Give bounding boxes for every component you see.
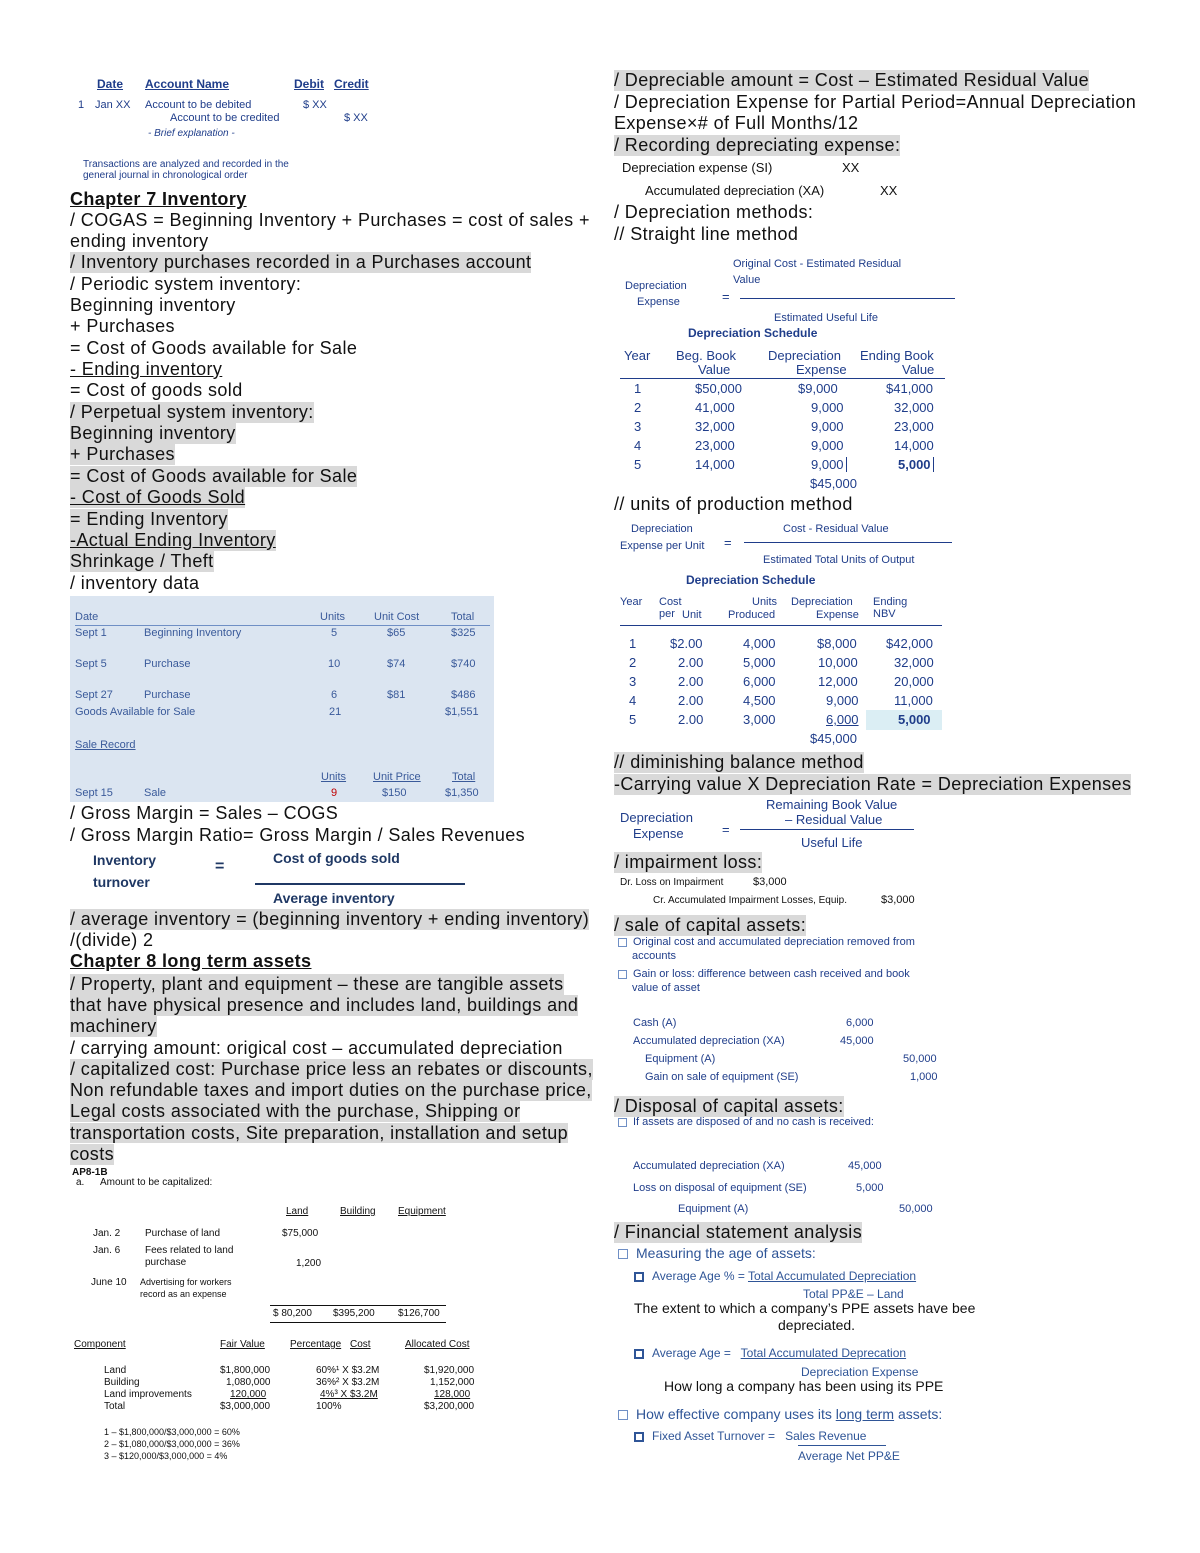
ap8-r3-desc2: record as an expense: [140, 1289, 227, 1299]
up-th-nbv: Ending NBV: [873, 596, 908, 620]
journal-explanation: - Brief explanation -: [148, 128, 235, 139]
ap8-r2-desc2: purchase: [145, 1257, 187, 1268]
sl-r2-beg: 41,000: [695, 400, 735, 415]
up-th-cost-2: Unit: [682, 609, 702, 621]
sl-denominator: Estimated Useful Life: [774, 312, 878, 324]
up-r3-units: 6,000: [743, 674, 776, 689]
purchases-account-note: / Inventory purchases recorded in a Purchases account: [70, 252, 532, 272]
journal-debit-account: Account to be debited: [145, 99, 252, 111]
depreciable-amount: / Depreciable amount = Cost – Estimated Residual Value: [614, 70, 1090, 90]
sl-r1-beg: $50,000: [695, 381, 742, 396]
up-r5-cost: 2.00: [678, 712, 704, 727]
eff-c: assets:: [894, 1406, 943, 1422]
je-dep-expense-val: XX: [842, 160, 860, 175]
sl-th-dep-2: Expense: [796, 362, 847, 377]
sl-th-dep-1: Depreciation: [768, 348, 841, 363]
up-r4-nbv: 11,000: [894, 693, 933, 708]
partial-period-1: / Depreciation Expense for Partial Period=Annual Depreciation: [614, 92, 1137, 112]
ap8-comp-2-pct: 36%² X $3.2M: [316, 1377, 380, 1388]
up-r1-cost: $2.00: [670, 636, 703, 651]
up-header-rule: [620, 625, 942, 626]
inv-row-2-total: $740: [451, 658, 476, 670]
ap8-r1-desc: Purchase of land: [145, 1228, 221, 1239]
turnover-equals: =: [215, 858, 225, 875]
up-numerator: Cost - Residual Value: [783, 523, 889, 535]
sl-r1-dep: $9,000: [798, 381, 838, 396]
ap8-comp-2-fv: 1,080,000: [226, 1377, 271, 1388]
inv-sale-record: Sale Record: [75, 739, 136, 751]
inv-header-units: Units: [320, 611, 346, 623]
ap8-ref: AP8-1B: [72, 1167, 108, 1178]
up-th-dep-1: Depreciation: [791, 596, 853, 608]
db-num-1: Remaining Book Value: [766, 797, 898, 812]
sale-je-4-acct: Gain on sale of equipment (SE): [645, 1071, 799, 1083]
journal-note-2: general journal in chronological order: [83, 170, 248, 181]
up-label-2: Expense per Unit: [620, 540, 705, 552]
inv-gafs-units: 21: [329, 706, 342, 718]
ap8-1b-section: [70, 1165, 490, 1475]
capitalized-cost-1: / capitalized cost: Purchase price less an rebates or discounts,: [70, 1059, 593, 1079]
je-dep-expense: Depreciation expense (SI): [622, 160, 773, 175]
ap8-note-2: 2 – $1,080,000/$3,000,000 = 36%: [104, 1439, 240, 1449]
journal-header-account: Account Name: [145, 77, 230, 91]
journal-date: Jan XX: [95, 99, 131, 111]
disp-je-3-cr: 50,000: [899, 1203, 933, 1215]
up-r5-dep: 6,000: [826, 712, 859, 727]
ap8-comp-header-fairvalue: Fair Value: [220, 1339, 265, 1350]
ap8-comp-3-cost: 128,000: [434, 1389, 471, 1400]
up-r5-nbv: 5,000: [898, 712, 931, 727]
db-fraction-bar: [740, 829, 914, 830]
inv-row-1-total: $325: [451, 627, 476, 639]
sl-r5-beg: 14,000: [695, 457, 735, 472]
up-fraction-bar: [744, 542, 952, 543]
up-r4-dep: 9,000: [826, 693, 859, 708]
up-schedule-title: Depreciation Schedule: [686, 573, 816, 587]
disp-je-1-acct: Accumulated depreciation (XA): [633, 1160, 785, 1172]
sl-r4-end: 14,000: [894, 438, 934, 453]
up-total: $45,000: [810, 731, 857, 746]
square-bullet-icon: [618, 1249, 628, 1259]
impairment-cr: Cr. Accumulated Impairment Losses, Equip.: [653, 895, 847, 906]
sl-fraction-bar: [740, 298, 955, 299]
sl-r5-end: 5,000: [898, 457, 934, 472]
periodic-title: / Periodic system inventory:: [70, 274, 302, 294]
up-r1-nbv: $42,000: [886, 636, 933, 651]
disposal-bullet-text: If assets are disposed of and no cash is received:: [633, 1116, 874, 1128]
chapter-7-title: Chapter 7 Inventory: [70, 189, 247, 209]
ap8-col-land: Land: [286, 1206, 309, 1217]
ap8-total-land: $ 80,200: [273, 1308, 312, 1319]
square-bullet-icon: [618, 938, 627, 947]
ap8-col-equipment: Equipment: [398, 1206, 446, 1217]
cogas-formula-2: ending inventory: [70, 231, 209, 251]
journal-header-date: Date: [97, 77, 124, 91]
turnover-fraction-bar: [255, 883, 465, 885]
ap8-total-equipment: $126,700: [398, 1308, 440, 1319]
ap8-comp-1-pct: 60%¹ X $3.2M: [316, 1365, 380, 1376]
up-r2-nbv: 32,000: [894, 655, 934, 670]
recording-depreciation: / Recording depreciating expense:: [614, 135, 901, 155]
sl-r2-end: 32,000: [894, 400, 934, 415]
capitalized-cost-2: Non refundable taxes and import duties on the purchase price,: [70, 1080, 592, 1100]
sl-schedule-title: Depreciation Schedule: [688, 326, 818, 340]
sl-label-1: Depreciation: [625, 280, 687, 292]
sl-r5-year: 5: [634, 457, 642, 472]
disposal-bullet: [618, 1116, 874, 1128]
capitalized-cost-5: costs: [70, 1144, 115, 1164]
ppe-line-3: machinery: [70, 1016, 157, 1036]
inv-sale-date: Sept 15: [75, 787, 113, 799]
straight-line-title: // Straight line method: [614, 224, 799, 244]
gross-margin-ratio-formula: / Gross Margin Ratio= Gross Margin / Sales Revenues: [70, 825, 526, 845]
perpetual-line-3: = Cost of Goods available for Sale: [70, 466, 358, 486]
depreciation-methods: / Depreciation methods:: [614, 202, 814, 222]
inv-row-2-desc: Purchase: [144, 658, 191, 670]
ap8-total-building: $395,200: [333, 1308, 375, 1319]
ap8-comp-4-pct: 100%: [316, 1401, 342, 1412]
age-heading: [618, 1245, 816, 1261]
impairment-title: / impairment loss:: [614, 852, 763, 872]
ap8-comp-3-pct: 4%³ X $3.2M: [320, 1389, 378, 1400]
capitalized-cost-4: [70, 1123, 568, 1144]
sl-r3-end: 23,000: [894, 419, 934, 434]
inv-sale-units: 9: [331, 787, 338, 799]
ap8-r3-desc1: Advertising for workers: [140, 1277, 232, 1287]
capitalized-cost-4b: costs, Site preparation, installation and setup: [185, 1123, 569, 1143]
ap8-r2-desc1: Fees related to land: [145, 1245, 234, 1256]
ap8-comp-2-cost: 1,152,000: [430, 1377, 475, 1388]
up-r2-dep: 10,000: [818, 655, 858, 670]
periodic-line-5: = Cost of goods sold: [70, 380, 243, 400]
ap8-comp-1-cost: $1,920,000: [424, 1365, 475, 1376]
eff-b: long term: [835, 1406, 895, 1422]
periodic-line-2: + Purchases: [70, 316, 175, 336]
turnover-numerator: Cost of goods sold: [273, 850, 400, 866]
up-r2-year: 2: [629, 655, 637, 670]
inv-header-unitcost: Unit Cost: [374, 611, 420, 623]
sl-total: $45,000: [810, 476, 857, 491]
up-r4-units: 4,500: [743, 693, 776, 708]
inv-sale-header-units: Units: [321, 771, 347, 783]
db-label-1: Depreciation: [620, 810, 693, 825]
square-bullet-icon: [618, 1118, 627, 1127]
sale-bullet-2: [618, 967, 910, 995]
sl-label-2: Expense: [637, 296, 680, 308]
sl-r1-end: $41,000: [886, 381, 933, 396]
sl-r4-beg: 23,000: [695, 438, 735, 453]
up-r3-year: 3: [629, 674, 637, 689]
ap8-r2-val: 1,200: [296, 1258, 322, 1269]
sale-je-2-acct: Accumulated depreciation (XA): [633, 1035, 785, 1047]
up-r1-units: 4,000: [743, 636, 776, 651]
ap8-comp-header-percentage: Percentage: [290, 1339, 342, 1350]
ap8-note-1: 1 – $1,800,000/$3,000,000 = 60%: [104, 1427, 240, 1437]
sale-bullet-2a: Gain or loss: difference between cash received and book: [633, 968, 910, 980]
disp-je-2-acct: Loss on disposal of equipment (SE): [633, 1182, 807, 1194]
db-denominator: Useful Life: [801, 835, 863, 850]
aa1-denominator: Total PP&E – Land: [803, 1287, 904, 1301]
inv-row-3-desc: Purchase: [144, 689, 191, 701]
impairment-cr-val: $3,000: [881, 894, 915, 906]
ap8-totals-bottom-rule: [270, 1322, 446, 1323]
ap8-a-text: Amount to be capitalized:: [100, 1177, 213, 1188]
disp-je-2-dr: 5,000: [856, 1182, 884, 1194]
fixed-asset-turnover: [634, 1429, 866, 1443]
inv-row-3-cost: $81: [387, 689, 406, 701]
ap8-comp-3-name: Land improvements: [104, 1389, 192, 1400]
sale-je-3-acct: Equipment (A): [645, 1053, 716, 1065]
perpetual-line-1: Beginning inventory: [70, 423, 236, 443]
average-age-pct: [634, 1269, 916, 1283]
ap8-comp-header-cost: Cost: [350, 1339, 371, 1350]
sl-r3-year: 3: [634, 419, 642, 434]
sl-num-2: Value: [733, 274, 761, 286]
je-accum-dep-val: XX: [880, 183, 898, 198]
aa2-note: How long a company has been using its PPE: [664, 1378, 944, 1394]
square-bullet-icon: [634, 1432, 644, 1442]
units-of-production-title: // units of production method: [614, 494, 853, 514]
perpetual-title: / Perpetual system inventory:: [70, 402, 314, 422]
capitalized-cost-3: Legal costs associated with the purchase, Shipping or: [70, 1101, 521, 1121]
journal-note-1: Transactions are analyzed and recorded in the: [83, 159, 289, 170]
sale-bullet-2b: value of asset: [632, 982, 700, 994]
inv-sale-header-total: Total: [452, 771, 476, 783]
inventory-data-title: / inventory data: [70, 573, 200, 593]
sl-equals: =: [722, 289, 730, 304]
sl-r1-year: 1: [634, 381, 642, 396]
aa2-numerator: Total Accumulated Deprecation: [740, 1346, 907, 1360]
ap8-comp-1-fv: $1,800,000: [220, 1365, 271, 1376]
perpetual-line-6: -Actual Ending Inventory: [70, 530, 276, 550]
sl-th-beg-1: Beg. Book: [676, 348, 736, 363]
sl-th-end-1: Ending Book: [860, 348, 934, 363]
ap8-r1-val: $75,000: [282, 1228, 319, 1239]
journal-credit-account: Account to be credited: [170, 112, 280, 124]
up-r3-cost: 2.00: [678, 674, 704, 689]
sale-je-1-dr: 6,000: [846, 1017, 874, 1029]
inv-row-1-date: Sept 1: [75, 627, 107, 639]
sl-th-end-2: Value: [902, 362, 935, 377]
inv-row-2-cost: $74: [387, 658, 406, 670]
turnover-denominator: Average inventory: [273, 890, 395, 906]
aa2-label: Average Age =: [652, 1346, 731, 1360]
inv-gafs-total: $1,551: [445, 706, 479, 718]
sl-r5-dep: 9,000: [811, 457, 847, 472]
eff-a: How effective company uses its: [636, 1406, 836, 1422]
up-equals: =: [724, 535, 732, 550]
ap8-r1-date: Jan. 2: [93, 1228, 121, 1239]
inv-row-2-units: 10: [328, 658, 341, 670]
aa1-label: Average Age % =: [652, 1269, 745, 1283]
inv-sale-price: $150: [382, 787, 407, 799]
perpetual-line-7: Shrinkage / Theft: [70, 551, 214, 571]
up-th-units-1: Units: [752, 596, 778, 608]
average-inventory-2: /(divide) 2: [70, 930, 154, 950]
sale-bullet-1: [618, 935, 915, 963]
sl-num-1: Original Cost - Estimated Residual: [733, 258, 902, 270]
sale-bullet-1b: accounts: [632, 950, 677, 962]
inventory-data-table: [70, 596, 494, 802]
journal-header-credit: Credit: [334, 77, 369, 91]
fsa-title: / Financial statement analysis: [614, 1222, 863, 1242]
capitalized-cost-4a: transportation: [70, 1123, 186, 1143]
turnover-label-1: Inventory: [93, 852, 157, 868]
average-inventory-1: / average inventory = (beginning inventory + ending inventory): [70, 909, 590, 929]
ap8-comp-header-component: Component: [74, 1339, 126, 1350]
periodic-line-1: Beginning inventory: [70, 295, 236, 315]
up-r3-nbv: 20,000: [894, 674, 934, 689]
sl-r3-beg: 32,000: [695, 419, 735, 434]
ap8-col-building: Building: [340, 1206, 376, 1217]
sale-of-capital-assets-title: / sale of capital assets:: [614, 915, 807, 935]
aa1-numerator: Total Accumulated Depreciation: [747, 1269, 917, 1283]
up-label-1: Depreciation: [631, 523, 693, 535]
fat-fraction-bar: [798, 1445, 886, 1446]
up-r1-year: 1: [629, 636, 637, 651]
ppe-line-2: that have physical presence and includes land, buildings and: [70, 995, 579, 1015]
carrying-amount: / carrying amount: origical cost – accumulated depreciation: [70, 1038, 563, 1058]
disp-je-3-acct: Equipment (A): [678, 1203, 749, 1215]
je-accum-dep: Accumulated depreciation (XA): [645, 183, 825, 198]
inv-row-3-date: Sept 27: [75, 689, 113, 701]
sl-th-beg-2: Value: [698, 362, 731, 377]
ap8-note-3: 3 – $120,000/$3,000,000 = 4%: [104, 1451, 228, 1461]
ap8-totals-top-rule: [270, 1305, 446, 1306]
ap8-comp-4-cost: $3,200,000: [424, 1401, 475, 1412]
up-r5-year: 5: [629, 712, 637, 727]
db-equals: =: [722, 822, 730, 837]
effective-use-heading: [618, 1406, 942, 1422]
sl-th-year: Year: [624, 348, 651, 363]
ap8-comp-header-allocated: Allocated Cost: [405, 1339, 470, 1350]
sale-je-3-cr: 50,000: [903, 1053, 937, 1065]
ap8-comp-2-name: Building: [104, 1377, 140, 1388]
disposal-title: / Disposal of capital assets:: [614, 1096, 844, 1116]
up-r3-dep: 12,000: [818, 674, 858, 689]
aa1-note-1: The extent to which a company’s PPE assets have bee: [634, 1300, 976, 1316]
up-r2-units: 5,000: [743, 655, 776, 670]
ap8-r3-date: June 10: [91, 1277, 127, 1288]
sale-bullet-1a: Original cost and accumulated depreciation removed from: [633, 936, 915, 948]
average-age: [634, 1346, 906, 1360]
up-th-year: Year: [620, 596, 643, 608]
fat-numerator: Sales Revenue: [785, 1429, 867, 1443]
ap8-comp-3-fv: 120,000: [230, 1389, 267, 1400]
diminishing-balance-title: // diminishing balance method: [614, 752, 864, 772]
inv-sale-desc: Sale: [144, 787, 167, 799]
inv-row-1-desc: Beginning Inventory: [144, 627, 242, 639]
turnover-label-2: turnover: [93, 874, 150, 890]
up-r4-year: 4: [629, 693, 637, 708]
ppe-line-1: / Property, plant and equipment – these are tangible assets: [70, 974, 564, 994]
up-th-units-2: Produced: [728, 609, 776, 621]
sale-je-1-acct: Cash (A): [633, 1017, 677, 1029]
impairment-dr-val: $3,000: [753, 876, 787, 888]
sl-r2-dep: 9,000: [811, 400, 844, 415]
up-r4-cost: 2.00: [678, 693, 704, 708]
sl-r2-year: 2: [634, 400, 642, 415]
sale-je-2-dr: 45,000: [840, 1035, 874, 1047]
journal-debit-value: $ XX: [303, 99, 327, 111]
inv-header-total: Total: [451, 611, 475, 623]
up-denominator: Estimated Total Units of Output: [763, 554, 915, 566]
perpetual-line-5: = Ending Inventory: [70, 509, 228, 529]
journal-credit-value: $ XX: [344, 112, 368, 124]
square-bullet-icon: [634, 1349, 644, 1359]
sl-header-rule: [620, 378, 945, 379]
inv-row-1-units: 5: [331, 627, 338, 639]
periodic-line-3: = Cost of Goods available for Sale: [70, 338, 358, 358]
gross-margin-formula: / Gross Margin = Sales – COGS: [70, 803, 339, 823]
sl-r4-year: 4: [634, 438, 642, 453]
perpetual-line-2: + Purchases: [70, 444, 175, 464]
inv-header-date: Date: [75, 611, 99, 623]
inv-sale-header-price: Unit Price: [373, 771, 421, 783]
ap8-comp-4-fv: $3,000,000: [220, 1401, 271, 1412]
square-bullet-icon: [618, 970, 627, 979]
sl-r3-dep: 9,000: [811, 419, 844, 434]
diminishing-balance-formula: -Carrying value X Depreciation Rate = Depreciation Expenses: [614, 774, 1132, 794]
impairment-dr: Dr. Loss on Impairment: [620, 877, 724, 888]
square-bullet-icon: [618, 1410, 628, 1420]
cogas-formula-1: / COGAS = Beginning Inventory + Purchases = cost of sales +: [70, 210, 590, 230]
aa1-note-2: depreciated.: [778, 1317, 856, 1333]
inv-gafs-label: Goods Available for Sale: [75, 706, 196, 718]
ap8-a: a.: [76, 1177, 85, 1188]
sale-je-4-cr: 1,000: [910, 1071, 938, 1083]
disp-je-1-dr: 45,000: [848, 1160, 882, 1172]
inv-row-3-units: 6: [331, 689, 338, 701]
up-th-dep-2: Expense: [816, 609, 859, 621]
perpetual-line-4: - Cost of Goods Sold: [70, 487, 246, 507]
sl-r4-dep: 9,000: [811, 438, 844, 453]
db-label-2: Expense: [633, 826, 684, 841]
ap8-comp-1-name: Land: [104, 1365, 127, 1376]
chapter-8-title: Chapter 8 long term assets: [70, 951, 312, 971]
inv-row-1-cost: $65: [387, 627, 406, 639]
journal-num: 1: [78, 99, 85, 111]
up-r1-dep: $8,000: [817, 636, 857, 651]
fat-denominator: Average Net PP&E: [798, 1449, 900, 1463]
ap8-comp-4-name: Total: [104, 1401, 126, 1412]
aa2-denominator: Depreciation Expense: [801, 1365, 919, 1379]
inv-header-rule: [75, 625, 490, 626]
up-r2-cost: 2.00: [678, 655, 704, 670]
age-heading-text: Measuring the age of assets:: [636, 1245, 816, 1261]
db-num-2: – Residual Value: [785, 812, 883, 827]
inv-row-2-date: Sept 5: [75, 658, 107, 670]
inv-row-3-total: $486: [451, 689, 476, 701]
inv-sale-total: $1,350: [445, 787, 479, 799]
periodic-line-4: - Ending inventory: [70, 359, 223, 379]
up-r5-units: 3,000: [743, 712, 776, 727]
ap8-r2-date: Jan. 6: [93, 1245, 121, 1256]
fat-label: Fixed Asset Turnover =: [652, 1429, 776, 1443]
partial-period-2: Expense×# of Full Months/12: [614, 113, 859, 133]
journal-header-debit: Debit: [294, 77, 324, 91]
up-th-cost-1: Cost per: [659, 596, 682, 620]
square-bullet-icon: [634, 1272, 644, 1282]
